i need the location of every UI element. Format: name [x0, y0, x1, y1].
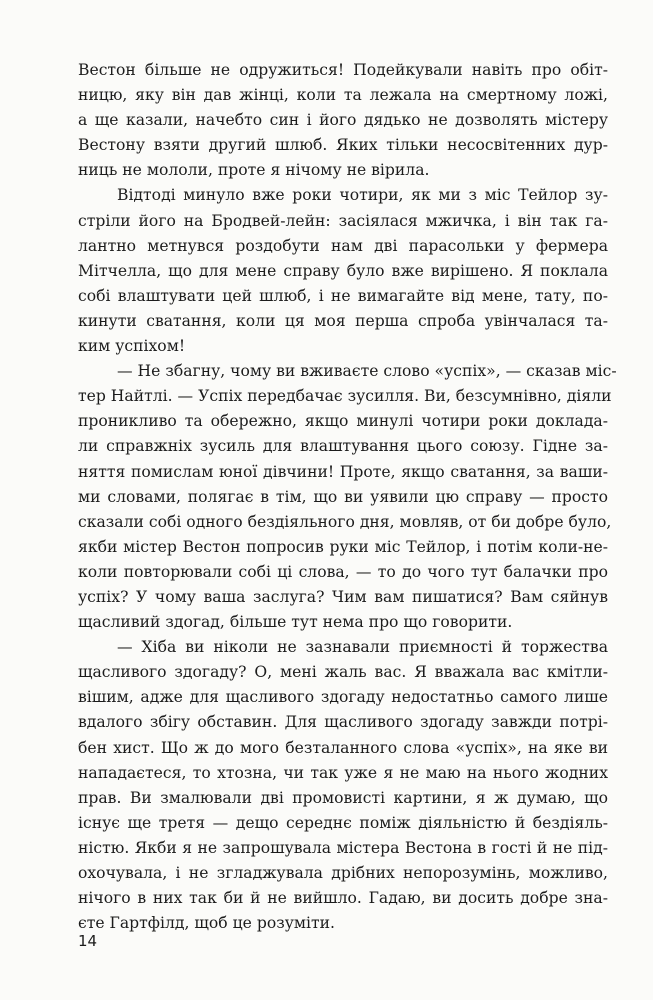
text-line: вдалого збігу обставин. Для щасливого здогаду завжди потрі- [78, 713, 608, 732]
text-line: єте Гартфілд, щоб це розуміти. [78, 914, 335, 933]
text-line: ниць не мололи, проте я нічому не вірила. [78, 161, 430, 180]
text-line: ницю, яку він дав жінці, коли та лежала на смертному ложі, [78, 86, 608, 105]
text-line: ли справжніх зусиль для влаштування цього союзу. Гідне за- [78, 437, 608, 456]
text-line: коли повторювали собі ці слова, — то до чого тут балачки про [78, 562, 608, 581]
text-line: тер Найтлі. — Успіх передбачає зусилля. Ви, безсумнівно, діяли [78, 387, 612, 406]
text-line: охочувала, і не згладжувала дрібних непорозумінь, можливо, [78, 864, 608, 882]
paragraph [78, 58, 608, 183]
text-line: стріли його на Бродвей-лейн: засіялася мжичка, і він так га- [78, 211, 608, 230]
text-line: Відтоді минуло вже роки чотири, як ми з міс Тейлор зу- [117, 186, 608, 205]
text-line: нічого в них так би й не вийшло. Гадаю, ви досить добре зна- [78, 889, 608, 908]
text-line: Мітчелла, що для мене справу було вже вирішено. Я поклала [78, 261, 608, 280]
text-line: лантно метнувся роздобути нам дві парасольки у фермера [78, 236, 608, 255]
paragraph [78, 635, 608, 936]
text-line: якби містер Вестон попросив руки міс Тейлор, і потім коли-не- [78, 537, 608, 556]
text-line: щасливого здогаду? О, мені жаль вас. Я вважала вас кмітли- [78, 663, 608, 682]
text-line: бен хист. Що ж до мого безталанного слова «успіх», на яке ви [78, 738, 608, 757]
text-line: сказали собі одного бездіяльного дня, мовляв, от би добре було, [78, 512, 612, 531]
text-line: нападаєтеся, то хтозна, чи так уже я не маю на нього жодних [78, 763, 608, 782]
text-line: собі влаштувати цей шлюб, і не вимагайте від мене, тату, по- [78, 286, 608, 305]
page-number: 14 [78, 932, 98, 950]
text-line: а ще казали, начебто син і його дядько не дозволять містеру [78, 111, 608, 130]
text-line: — Не збагну, чому ви вживаєте слово «успіх», — сказав міс- [117, 362, 617, 381]
text-line: щасливий здогад, більше тут нема про що говорити. [78, 613, 513, 632]
text-line: — Хіба ви ніколи не зазнавали приємності й торжества [117, 638, 608, 657]
paragraph [78, 359, 617, 635]
text-line: проникливо та обережно, якщо минулі чотири роки доклада- [78, 412, 608, 431]
text-line: прав. Ви змалювали дві промовисті картини, я ж думаю, що [78, 788, 608, 807]
text-line: кинути сватання, коли ця моя перша спроба увінчалася та- [78, 311, 608, 330]
text-line: вішим, адже для щасливого здогаду недостатньо самого лише [78, 688, 608, 707]
text-line: няття помислам юної дівчини! Проте, якщо сватання, за ваши- [78, 462, 608, 481]
text-line: ністю. Якби я не запрошувала містера Вестона в гості й не під- [78, 838, 608, 857]
text-line: ми словами, полягає в тім, що ви уявили цю справу — просто [78, 487, 608, 506]
text-line: ким успіхом! [78, 337, 186, 356]
paragraph [78, 183, 608, 359]
text-line: Вестону взяти другий шлюб. Яких тільки несосвітенних дур- [78, 136, 608, 155]
text-line: існує ще третя — дещо середнє поміж діяльністю й бездіяль- [78, 813, 608, 832]
text-line: успіх? У чому ваша заслуга? Чим вам пишатися? Вам сяйнув [78, 587, 608, 606]
body-text [78, 58, 617, 936]
text-line: Вестон більше не одружиться! Подейкували навіть про обіт- [78, 61, 608, 79]
